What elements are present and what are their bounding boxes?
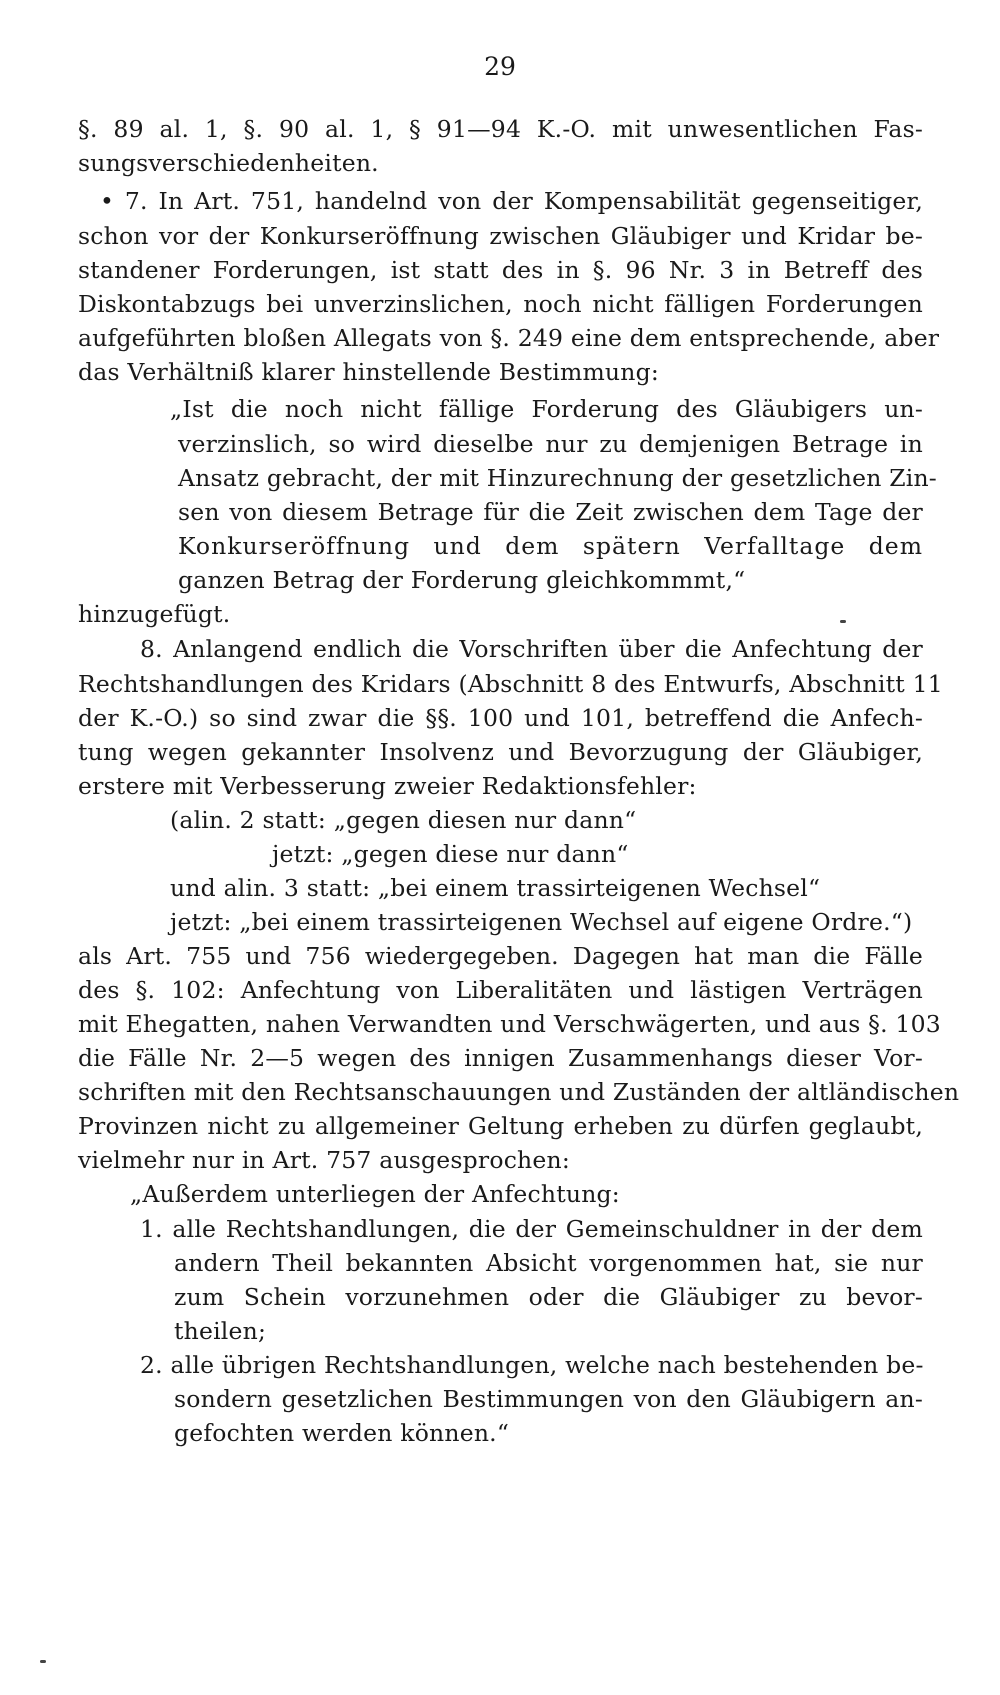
list-item-line: gefochten werden können.“ [174,1419,510,1447]
text-line: Diskontabzugs bei unverzinslichen, noch nicht fälligen Forderungen [78,290,923,318]
list-item-line: 2. alle übrigen Rechtshandlungen, welche nach bestehenden be- [140,1351,924,1379]
quote-line: Ansatz gebracht, der mit Hinzurechnung der gesetzlichen Zin- [178,464,937,492]
quote-line: ganzen Betrag der Forderung gleichkommmt,“ [178,566,746,594]
text-line: das Verhältniß klarer hinstellende Bestimmung: [78,358,659,386]
correction-line: (alin. 2 statt: „gegen diesen nur dann“ [170,806,637,834]
correction-line: jetzt: „gegen diese nur dann“ [272,840,629,868]
ink-speck [40,1660,46,1663]
text-line: 8. Anlangend endlich die Vorschriften über die Anfechtung der [140,635,923,663]
correction-line: jetzt: „bei einem trassirteigenen Wechsel auf eigene Ordre.“) [170,908,913,936]
text-line: erstere mit Verbesserung zweier Redaktionsfehler: [78,772,697,800]
text-line: die Fälle Nr. 2—5 wegen des innigen Zusammenhangs dieser Vor- [78,1044,923,1072]
text-line: der K.-O.) so sind zwar die §§. 100 und 101, betreffend die Anfech- [78,704,923,732]
list-item-line: zum Schein vorzunehmen oder die Gläubiger zu bevor- [174,1283,923,1311]
quote-line: verzinslich, so wird dieselbe nur zu demjenigen Betrage in [178,430,923,458]
text-line: • 7. In Art. 751, handelnd von der Kompensabilität gegenseitiger, [100,187,923,215]
quote-line: „Ist die noch nicht fällige Forderung des Gläubigers un- [170,395,923,423]
text-line: §. 89 al. 1, §. 90 al. 1, § 91—94 K.-O. mit unwesentlichen Fas- [78,115,923,143]
text-line: hinzugefügt. [78,600,231,628]
text-line: sungsverschiedenheiten. [78,149,379,177]
page-number: 29 [484,52,516,81]
text-line: Provinzen nicht zu allgemeiner Geltung erheben zu dürfen geglaubt, [78,1112,923,1140]
quote-line: „Außerdem unterliegen der Anfechtung: [130,1180,620,1208]
text-line: schriften mit den Rechtsanschauungen und Zuständen der altländischen [78,1078,960,1106]
text-line: Rechtshandlungen des Kridars (Abschnitt 8 des Entwurfs, Abschnitt 11 [78,670,943,698]
text-line: tung wegen gekannter Insolvenz und Bevorzugung der Gläubiger, [78,738,923,766]
text-line: als Art. 755 und 756 wiedergegeben. Dagegen hat man die Fälle [78,942,923,970]
quote-line: sen von diesem Betrage für die Zeit zwischen dem Tage der [178,498,923,526]
list-item-line: sondern gesetzlichen Bestimmungen von den Gläubigern an- [174,1385,923,1413]
list-item-line: andern Theil bekannten Absicht vorgenommen hat, sie nur [174,1249,923,1277]
text-line: mit Ehegatten, nahen Verwandten und Verschwägerten, und aus §. 103 [78,1010,941,1038]
list-item-line: theilen; [174,1317,267,1345]
text-line: aufgeführten bloßen Allegats von §. 249 eine dem entsprechende, aber [78,324,940,352]
ink-speck [840,620,846,623]
text-line: standener Forderungen, ist statt des in §. 96 Nr. 3 in Betreff des [78,256,923,284]
correction-line: und alin. 3 statt: „bei einem trassirteigenen Wechsel“ [170,874,821,902]
quote-line: Konkurseröffnung und dem spätern Verfalltage dem [178,532,923,560]
text-line: schon vor der Konkurseröffnung zwischen Gläubiger und Kridar be- [78,222,923,250]
text-line: des §. 102: Anfechtung von Liberalitäten und lästigen Verträgen [78,976,923,1004]
text-line: vielmehr nur in Art. 757 ausgesprochen: [78,1146,570,1174]
list-item-line: 1. alle Rechtshandlungen, die der Gemeinschuldner in der dem [140,1215,923,1243]
